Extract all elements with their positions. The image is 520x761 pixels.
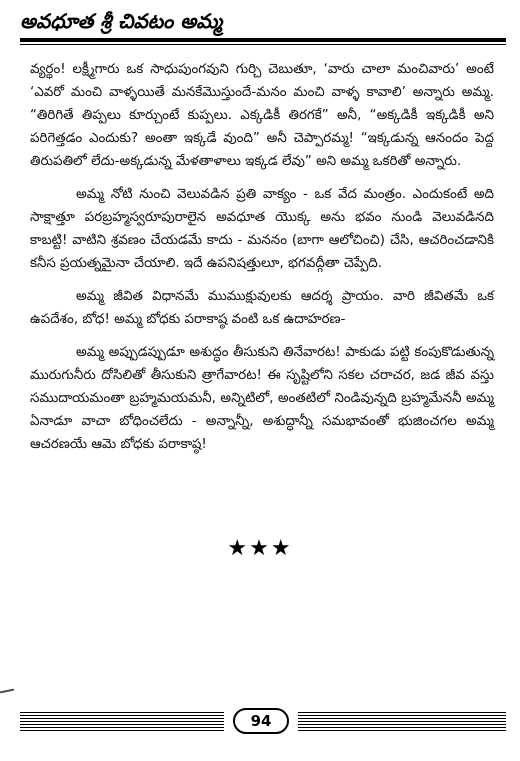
margin-pen-mark xyxy=(0,689,14,694)
header-rule-thick xyxy=(20,38,506,42)
paragraph-2: అమ్మ నోటి నుంచి వెలువడిన ప్రతి వాక్యం - ఒక వేద మంత్రం. ఎందుకంటే అది సాక్షాత్తూ పరబ్రహ్మస్వరూపురాలైన అవధూత యొక్క అను భవం నుండి వెలువడినది కాబట్టి! వాటిని శ్రవణం చేయడమే కాదు - మననం (బాగా ఆలోచించి) చేసి, ఆచరించడానికి కనీస ప్రయత్నమైనా చేయాలి. ఇదే ఉపనిషత్తులూ, భగవద్గీతా చెప్పేది. xyxy=(30,187,494,271)
paragraph-3: అమ్మ జీవిత విధానమే ముముక్షువులకు ఆదర్శ ప్రాయం. వారి జీవితమే ఒక ఉపదేశం, బోధ! అమ్మ బోధకు పరాకాష్ఠ వంటి ఒక ఉదాహరణ- xyxy=(30,289,494,327)
paragraph-1: వ్యర్థం! లక్ష్మీగారు ఒక సాధుపుంగవుని గుర్చి చెబుతూ, ‘వారు చాలా మంచివారు’ అంటే ‘ఎవరో మంచి వాళ్ళయితే మనకేమొస్తుందే-మనం మంచి వాళ్ళ కావాలి’ అన్నారు అమ్మ. “తిరిగితే తిప్పలు కూర్చుంటే కుప్పలు. ఎక్కడికీ తిరగకే” అనీ, “అక్కడికీ ఇక్కడికీ అని పరిగెత్తడం ఎందుకు? అంతా ఇక్కడే వుంది” అనీ చెప్పారమ్మ! “ఇక్కడున్న ఆనందం పెద్ద తిరుపతిలో లేదు-అక్కడున్న మేళతాళాలు ఇక్కడ లేవు” అని అమ్మ ఒకరితో అన్నారు. xyxy=(30,62,494,169)
page-number: 94 xyxy=(233,708,289,734)
section-break-stars: ★★★ xyxy=(227,536,293,561)
page-body xyxy=(30,58,494,466)
header-rule-thin xyxy=(20,44,506,45)
footer-rule-left xyxy=(20,712,224,732)
footer-rule-right xyxy=(298,712,506,732)
page-header xyxy=(20,8,506,54)
running-head-book-title: అవధూత శ్రీ చివటం అమ్మ xyxy=(20,9,223,33)
paragraph-4: అమ్మ అప్పుడప్పుడూ అశుద్ధం తీసుకుని తినేవారట! పాకుడు పట్టి కంపుకొడుతున్న మురుగునీరు దోసిలితో తీసుకుని త్రాగేవారట! ఈ సృష్టిలోని సకల చరాచర, జడ జీవ వస్తు సముదాయమంతా బ్రహ్మమయమనీ, అన్నిటిలో, అంతటిలో నిండివున్నది బ్రహ్మమేననీ అమ్మ ఏనాడూ వాచా బోధించలేదు - అన్నాన్నీ, అశుద్ధాన్నీ సమభావంతో భుజించగల అమ్మ ఆచరణయే ఆమె బోధకు పరాకాష్ఠ! xyxy=(30,345,494,452)
page-footer xyxy=(20,706,506,742)
